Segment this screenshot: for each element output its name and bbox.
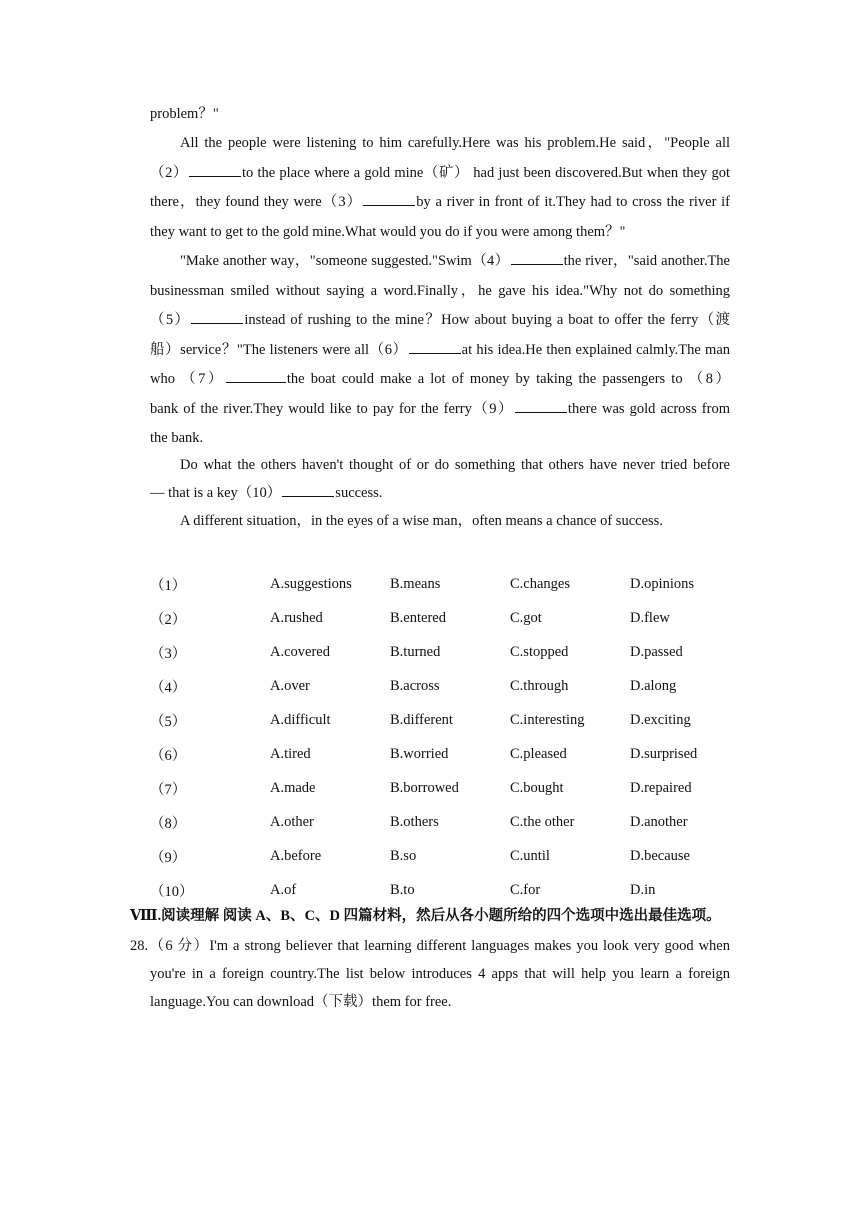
passage-text: problem？" (150, 106, 219, 122)
passage-text: at his idea.He then explained calmly.The man (461, 341, 731, 358)
option-a: A.tired (270, 745, 311, 762)
option-b: B.so (390, 847, 417, 864)
option-a: A.before (270, 847, 322, 864)
option-a: A.difficult (270, 711, 331, 728)
passage-text: there was gold across from (567, 400, 730, 417)
option-b: B.borrowed (390, 779, 459, 796)
question-number: （7） (150, 781, 187, 798)
question-number: （1） (150, 577, 187, 594)
question-number: （2） (150, 611, 187, 628)
passage-text: who （7） (150, 371, 225, 387)
passage-text: bank of the river.They would like to pay for the ferry（9） (150, 400, 514, 417)
option-d: D.exciting (630, 711, 691, 728)
option-row (150, 669, 750, 703)
option-b: B.turned (390, 643, 441, 660)
option-d: D.in (630, 881, 656, 898)
option-row (150, 805, 750, 839)
option-d: D.opinions (630, 575, 695, 592)
question-number: （3） (150, 645, 187, 662)
passage-line: All the people were listening to him carefully.Here was his problem.He said，"People all (180, 135, 730, 151)
option-a: A.rushed (270, 609, 323, 626)
passage-text: the river，"said another.The (563, 253, 730, 269)
option-row (150, 703, 750, 737)
blank-5 (191, 309, 243, 324)
question-line: you're in a foreign country.The list below introduces 4 apps that will help you learn a foreign (150, 966, 730, 982)
option-c: C.changes (510, 575, 570, 592)
passage-paragraph-2 (150, 247, 730, 454)
question-number: （5） (150, 713, 187, 730)
option-b: B.across (390, 677, 440, 694)
option-c: C.the other (510, 813, 575, 830)
option-row (150, 737, 750, 771)
passage-text: the boat could make a lot of money by taking the passengers to （8） (286, 371, 730, 387)
passage-line (150, 480, 730, 508)
option-b: B.entered (390, 609, 446, 626)
passage-text: by a river in front of it.They had to cross the river if (416, 194, 730, 210)
option-a: A.suggestions (270, 575, 352, 592)
options-table (150, 567, 750, 907)
option-a: A.of (270, 881, 297, 898)
option-d: D.flew (630, 609, 670, 626)
option-d: D.surprised (630, 745, 698, 762)
passage-text: success. (335, 484, 383, 501)
option-row (150, 567, 750, 601)
question-number: （6） (150, 747, 187, 764)
passage-paragraph-4 (150, 507, 730, 537)
option-row (150, 839, 750, 873)
blank-number: （2） (150, 164, 188, 181)
option-c: C.until (510, 847, 550, 864)
option-a: A.made (270, 779, 316, 796)
passage-line (150, 247, 730, 277)
passage-text: there，they found they were（3） (150, 194, 363, 210)
option-row (150, 771, 750, 805)
question-line: language.You can download（下载）them for free. (150, 994, 452, 1010)
option-c: C.stopped (510, 643, 569, 660)
option-b: B.means (390, 575, 441, 592)
passage-line (150, 159, 730, 189)
option-c: C.got (510, 609, 542, 626)
passage-line (150, 365, 730, 395)
passage-line: businessman smiled without saying a word.Finally，he gave his idea."Why not do something (150, 282, 730, 299)
passage-paragraph-1 (150, 129, 730, 247)
blank-6 (409, 339, 461, 354)
option-b: B.others (390, 813, 439, 830)
question-number: （9） (150, 849, 187, 866)
blank-7 (226, 368, 286, 383)
section-heading: Ⅷ.阅读理解 阅读 A、B、C、D 四篇材料，然后从各小题所给的四个选项中选出最佳选项。 (130, 908, 721, 924)
option-d: D.repaired (630, 779, 692, 796)
option-c: C.through (510, 677, 569, 694)
passage-text: 船）service？"The listeners were all（6） (150, 341, 408, 358)
passage-line-problem (150, 100, 730, 130)
option-c: C.interesting (510, 711, 585, 728)
passage-text: to the place where a gold mine（矿） had just been discovered.But when they got (241, 164, 731, 181)
option-a: A.over (270, 677, 310, 694)
option-d: D.because (630, 847, 690, 864)
blank-10 (282, 482, 334, 497)
passage-line (150, 336, 730, 366)
passage-line: they want to get to the gold mine.What would you do if you were among them？" (150, 223, 626, 240)
option-row (150, 601, 750, 635)
option-b: B.different (390, 711, 453, 728)
option-row (150, 635, 750, 669)
passage-paragraph-3 (150, 452, 730, 507)
passage-text: — that is a key（10） (150, 484, 282, 501)
passage-line (150, 306, 730, 336)
option-d: D.another (630, 813, 688, 830)
question-number: （8） (150, 815, 187, 832)
option-b: B.worried (390, 745, 449, 762)
passage-text: instead of rushing to the mine？How about buying a boat to offer the ferry（渡 (244, 312, 731, 328)
blank-3 (363, 191, 415, 206)
question-number: （10） (150, 883, 194, 900)
passage-line (150, 395, 730, 425)
blank-number: （5） (150, 312, 191, 328)
question-number: （4） (150, 679, 187, 696)
passage-line: the bank. (150, 430, 204, 446)
passage-line: Do what the others haven't thought of or do something that others have never tried before (180, 457, 730, 473)
option-a: A.covered (270, 643, 330, 660)
options-body (150, 567, 750, 907)
passage-text: "Make another way，"someone suggested."Swim（4） (180, 253, 510, 269)
option-a: A.other (270, 813, 314, 830)
option-d: D.passed (630, 643, 683, 660)
question-line: 28.（6 分）I'm a strong believer that learning different languages makes you look very good when (130, 938, 730, 954)
option-c: C.bought (510, 779, 564, 796)
option-d: D.along (630, 677, 677, 694)
question-28 (130, 932, 730, 1016)
option-b: B.to (390, 881, 415, 898)
option-c: C.for (510, 881, 541, 898)
blank-4 (511, 250, 563, 265)
option-c: C.pleased (510, 745, 567, 762)
passage-line (150, 188, 730, 218)
blank-9 (515, 398, 567, 413)
passage-line: A different situation，in the eyes of a wise man，often means a chance of success. (180, 513, 663, 529)
blank-2 (189, 162, 241, 177)
